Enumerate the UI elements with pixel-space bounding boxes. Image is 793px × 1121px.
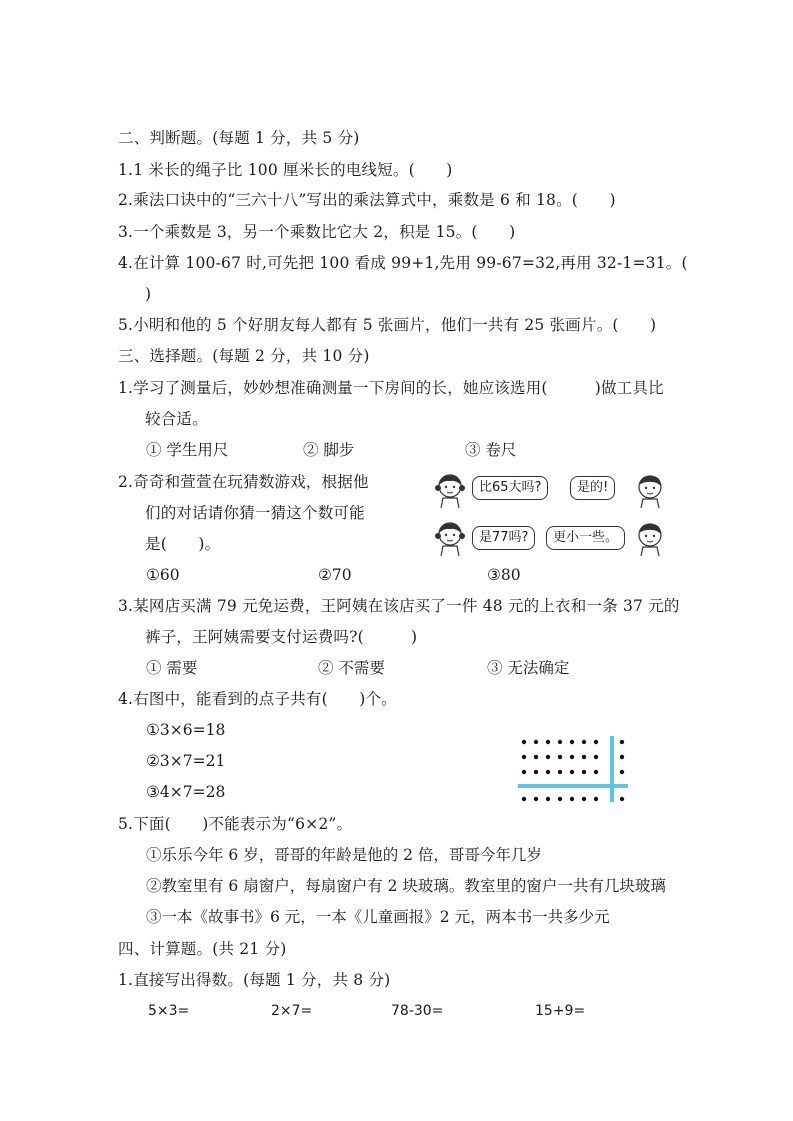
choice-q1-line2: 较合适。 xyxy=(145,410,208,428)
dot-array-figure xyxy=(518,736,628,806)
calc-item-1: 5×3= xyxy=(148,1003,190,1019)
dot xyxy=(534,770,538,774)
guessing-game-illustration xyxy=(432,470,670,560)
choice-q2-option-c: ③80 xyxy=(487,566,521,584)
dot xyxy=(558,770,562,774)
dot xyxy=(522,755,526,759)
dot xyxy=(522,770,526,774)
dot xyxy=(620,755,624,759)
judge-item-2: 2.乘法口诀中的“三六十八”写出的乘法算式中，乘数是 6 和 18。( ) xyxy=(118,191,616,209)
choice-q4-option-c: ③4×7=28 xyxy=(146,783,226,801)
choice-q5-option-b: ②教室里有 6 扇窗户，每扇窗户有 2 块玻璃。教室里的窗户一共有几块玻璃 xyxy=(146,877,666,895)
dot xyxy=(534,797,538,801)
dot xyxy=(582,797,586,801)
choice-q2-line1: 2.奇奇和萱萱在玩猜数游戏，根据他 xyxy=(118,473,369,491)
calc-item-4: 15+9= xyxy=(535,1003,586,1019)
judge-item-3: 3.一个乘数是 3，另一个乘数比它大 2，积是 15。( ) xyxy=(118,223,516,241)
choice-q4-option-b: ②3×7=21 xyxy=(146,752,226,770)
choice-q2-line2: 们的对话请你猜一猜这个数可能 xyxy=(145,504,365,522)
section3-heading: 三、选择题。(每题 2 分，共 10 分) xyxy=(118,347,370,365)
choice-q5-line1: 5.下面( )不能表示为“6×2”。 xyxy=(118,815,353,833)
choice-q3-option-a: ① 需要 xyxy=(146,659,198,677)
girl-avatar-icon xyxy=(432,472,468,508)
judge-item-4-cont: ) xyxy=(145,285,152,303)
choice-q5-option-a: ①乐乐今年 6 岁，哥哥的年龄是他的 2 倍，哥哥今年几岁 xyxy=(146,846,542,864)
dot xyxy=(582,740,586,744)
dot xyxy=(534,755,538,759)
boy-avatar-icon-2 xyxy=(632,520,668,556)
dot xyxy=(594,755,598,759)
highlight-horizontal-bar xyxy=(518,784,628,788)
choice-q2-option-a: ①60 xyxy=(146,566,180,584)
section2-heading: 二、判断题。(每题 1 分，共 5 分) xyxy=(118,129,360,147)
judge-item-4: 4.在计算 100-67 时,可先把 100 看成 99+1,先用 99-67=32,再用 32-1=31。( xyxy=(118,254,688,272)
choice-q4-line1: 4.右图中，能看到的点子共有( )个。 xyxy=(118,690,397,708)
boy-avatar-icon xyxy=(632,472,668,508)
choice-q3-option-c: ③ 无法确定 xyxy=(487,659,570,677)
bubble-answer-2: 更小一些。 xyxy=(546,526,625,550)
choice-q3-line1: 3.某网店买满 79 元免运费，王阿姨在该店买了一件 48 元的上衣和一条 37 元的 xyxy=(118,597,680,615)
dot xyxy=(582,770,586,774)
dot xyxy=(546,740,550,744)
dot xyxy=(558,740,562,744)
dot xyxy=(534,740,538,744)
dot xyxy=(620,740,624,744)
dot xyxy=(570,797,574,801)
choice-q1-option-c: ③ 卷尺 xyxy=(465,441,517,459)
choice-q3-option-b: ② 不需要 xyxy=(318,659,385,677)
dot xyxy=(558,797,562,801)
bubble-question-1: 比65大吗? xyxy=(472,476,548,500)
choice-q3-line2: 裤子，王阿姨需要支付运费吗?( ) xyxy=(145,628,418,646)
dot xyxy=(594,797,598,801)
bubble-question-2: 是77吗? xyxy=(472,526,535,550)
choice-q1-option-b: ② 脚步 xyxy=(303,441,355,459)
girl-avatar-icon-2 xyxy=(432,520,468,556)
highlight-vertical-bar xyxy=(610,736,614,802)
dot xyxy=(582,755,586,759)
calc-sub1-heading: 1.直接写出得数。(每题 1 分，共 8 分) xyxy=(118,971,391,989)
dot xyxy=(570,755,574,759)
dot xyxy=(570,770,574,774)
judge-item-5: 5.小明和他的 5 个好朋友每人都有 5 张画片，他们一共有 25 张画片。( ) xyxy=(118,316,657,334)
dot xyxy=(546,770,550,774)
bubble-answer-1: 是的! xyxy=(570,476,615,500)
dot xyxy=(546,755,550,759)
dot xyxy=(594,770,598,774)
dot xyxy=(620,770,624,774)
judge-item-1: 1.1 米长的绳子比 100 厘米长的电线短。( ) xyxy=(118,161,453,179)
dot xyxy=(522,740,526,744)
choice-q1-line1: 1.学习了测量后，妙妙想准确测量一下房间的长，她应该选用( )做工具比 xyxy=(118,379,664,397)
choice-q2-option-b: ②70 xyxy=(318,566,352,584)
dot xyxy=(620,797,624,801)
dot xyxy=(594,740,598,744)
choice-q5-option-c: ③一本《故事书》6 元，一本《儿童画报》2 元，两本书一共多少元 xyxy=(146,908,610,926)
dot xyxy=(546,797,550,801)
calc-item-3: 78-30= xyxy=(391,1003,444,1019)
section4-heading: 四、计算题。(共 21 分) xyxy=(118,940,287,958)
dot xyxy=(558,755,562,759)
dot xyxy=(570,740,574,744)
choice-q1-option-a: ① 学生用尺 xyxy=(146,441,229,459)
calc-item-2: 2×7= xyxy=(271,1003,313,1019)
choice-q2-line3: 是( )。 xyxy=(145,535,221,553)
dot xyxy=(522,797,526,801)
choice-q4-option-a: ①3×6=18 xyxy=(146,721,226,739)
